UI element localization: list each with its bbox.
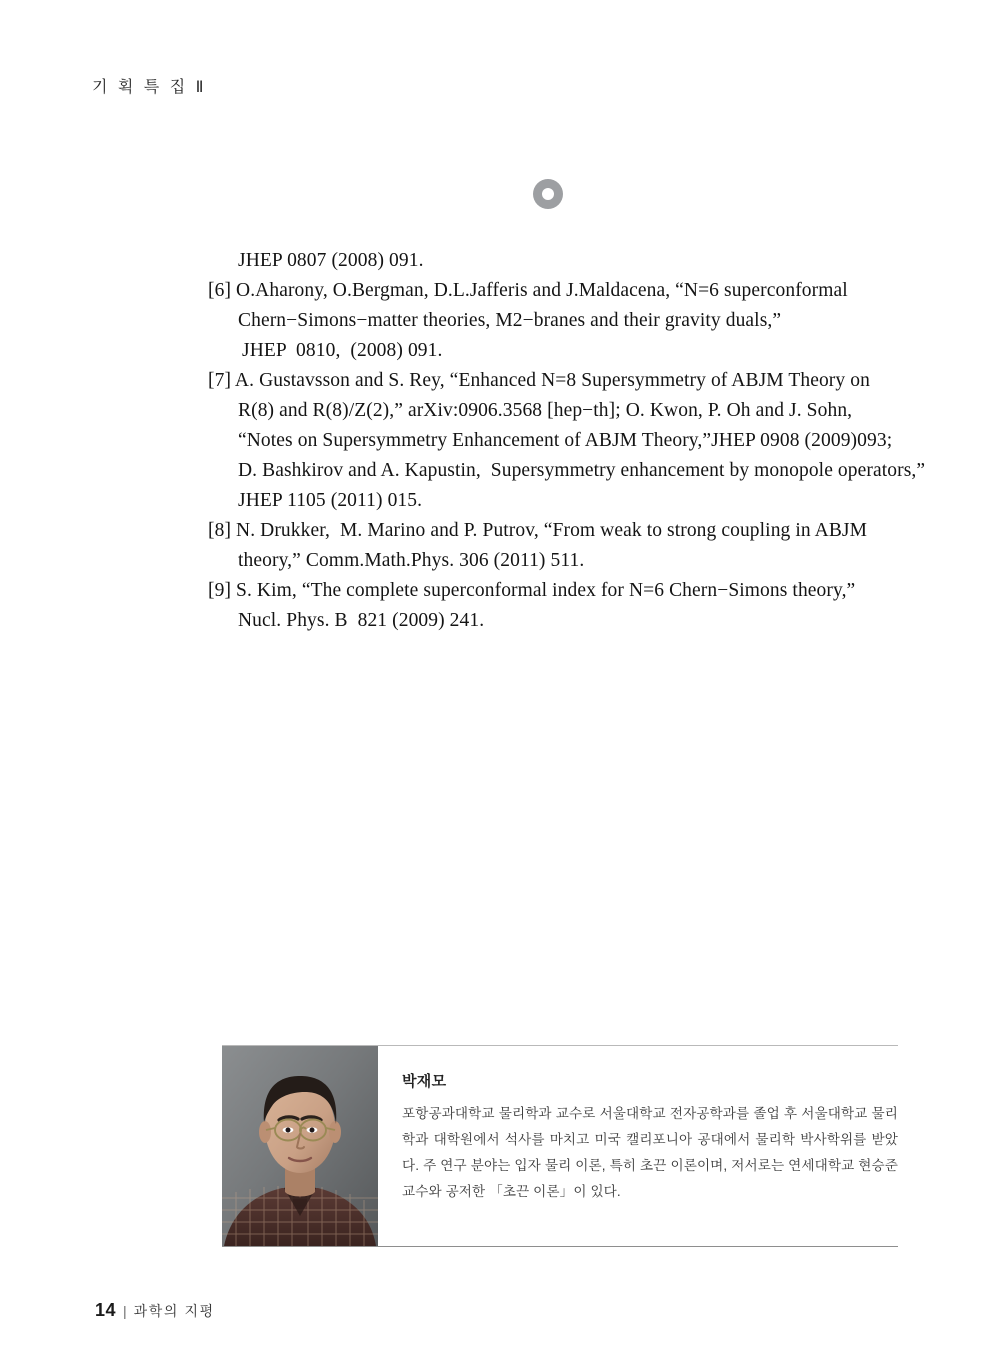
reference-line: [8] N. Drukker, M. Marino and P. Putrov, “From weak to strong coupling in ABJM <box>208 520 868 541</box>
reference-line: theory,” Comm.Math.Phys. 306 (2011) 511. <box>238 550 585 571</box>
reference-line: [7] A. Gustavsson and S. Rey, “Enhanced N=8 Supersymmetry of ABJM Theory on <box>208 370 870 391</box>
author-bio-block <box>222 1045 898 1247</box>
reference-line: [6] O.Aharony, O.Bergman, D.L.Jafferis and J.Maldacena, “N=6 superconformal <box>208 280 848 301</box>
footer-separator: | <box>123 1303 127 1319</box>
reference-line: R(8) and R(8)/Z(2),” arXiv:0906.3568 [hep−th]; O. Kwon, P. Oh and J. Sohn, <box>238 400 853 421</box>
reference-line: Nucl. Phys. B 821 (2009) 241. <box>238 610 485 631</box>
footer-page-number: 14 <box>95 1300 117 1320</box>
reference-line: JHEP 1105 (2011) 015. <box>238 490 423 511</box>
reference-line: JHEP 0807 (2008) 091. <box>238 250 424 271</box>
author-portrait-photo <box>222 1046 378 1246</box>
page-header-title: 기 획 특 집 Ⅱ <box>92 79 207 96</box>
donut-ring-icon <box>533 179 563 209</box>
reference-list <box>208 246 926 636</box>
reference-line: “Notes on Supersymmetry Enhancement of ABJM Theory,”JHEP 0908 (2009)093; <box>238 430 893 451</box>
reference-line: [9] S. Kim, “The complete superconformal index for N=6 Chern−Simons theory,” <box>208 580 856 601</box>
page-footer <box>95 1300 215 1321</box>
reference-line: Chern−Simons−matter theories, M2−branes and their gravity duals,” <box>238 310 782 331</box>
reference-line: D. Bashkirov and A. Kapustin, Supersymmetry enhancement by monopole operators,” <box>238 460 926 481</box>
author-name: 박재모 <box>402 1073 447 1090</box>
reference-line: JHEP 0810, (2008) 091. <box>242 340 443 361</box>
footer-publication-title: 과학의 지평 <box>133 1303 215 1319</box>
author-description: 포항공과대학교 물리학과 교수로 서울대학교 전자공학과를 졸업 후 서울대학교 물리학과 대학원에서 석사를 마치고 미국 캘리포니아 공대에서 물리학 박사학위를 받았다. 주 연구 분야는 입자 물리 이론, 특히 초끈 이론이며, 저서로는 연세대학교 현승준 교수와 공저한 「초끈 이론」이 있다. <box>402 1106 898 1199</box>
